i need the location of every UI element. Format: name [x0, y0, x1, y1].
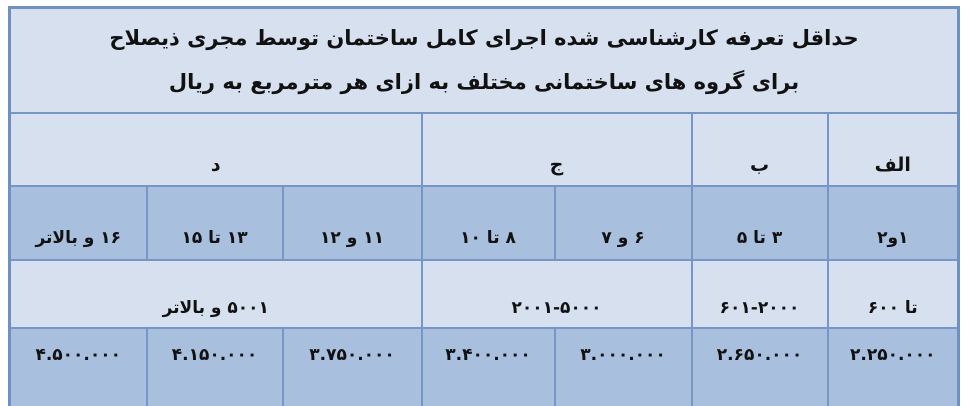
group-header-cell-dal: د	[10, 113, 422, 186]
tariff-value-cell: ۲.۲۵۰.۰۰۰	[828, 328, 959, 406]
group-header-row	[10, 113, 959, 186]
area-range-cell: تا ۶۰۰	[828, 260, 959, 328]
area-range-cell: ۶۰۱-۲۰۰۰	[692, 260, 828, 328]
table-title-line2: برای گروه های ساختمانی مختلف به ازای هر مترمربع به ریال	[168, 69, 800, 94]
area-range-cell: ۵۰۰۱ و بالاتر	[10, 260, 422, 328]
tariff-value-cell: ۴.۵۰۰.۰۰۰	[10, 328, 147, 406]
subgroup-cell: ۱۳ تا ۱۵	[147, 186, 283, 260]
table-title-row	[10, 8, 959, 114]
tariff-table	[8, 6, 960, 406]
tariff-value-cell: ۲.۶۵۰.۰۰۰	[692, 328, 828, 406]
tariff-value-cell: ۴.۱۵۰.۰۰۰	[147, 328, 283, 406]
subgroup-cell: ۸ تا ۱۰	[422, 186, 555, 260]
tariff-value-row	[10, 328, 959, 406]
subgroup-row	[10, 186, 959, 260]
subgroup-cell: ۱۶ و بالاتر	[10, 186, 147, 260]
tariff-value-cell: ۳.۴۰۰.۰۰۰	[422, 328, 555, 406]
table-title-cell	[10, 8, 959, 114]
group-header-cell-be: ب	[692, 113, 828, 186]
subgroup-cell: ۱و۲	[828, 186, 959, 260]
group-header-cell-jim: ج	[422, 113, 692, 186]
area-range-row	[10, 260, 959, 328]
tariff-value-cell: ۳.۷۵۰.۰۰۰	[283, 328, 422, 406]
area-range-cell: ۲۰۰۱-۵۰۰۰	[422, 260, 692, 328]
tariff-value-cell: ۳.۰۰۰.۰۰۰	[555, 328, 692, 406]
table-title-line1: حداقل تعرفه کارشناسی شده اجرای کامل ساختمان توسط مجری ذیصلاح	[109, 26, 859, 51]
subgroup-cell: ۱۱ و ۱۲	[283, 186, 422, 260]
subgroup-cell: ۳ تا ۵	[692, 186, 828, 260]
subgroup-cell: ۶ و ۷	[555, 186, 692, 260]
group-header-cell-alef: الف	[828, 113, 959, 186]
